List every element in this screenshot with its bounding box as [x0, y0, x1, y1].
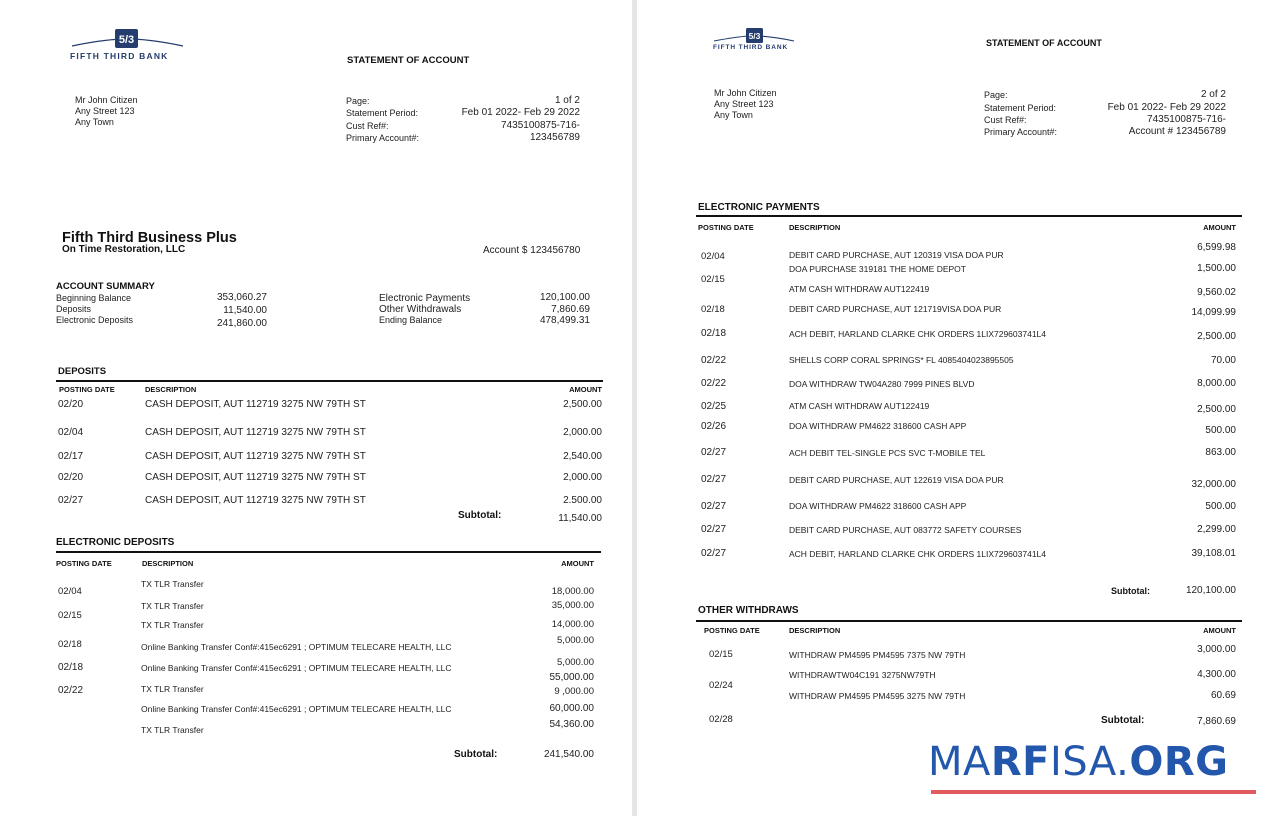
- epayment-date: 02/26: [701, 421, 727, 432]
- page-value: 2 of 2: [1200, 89, 1226, 100]
- edeposit-date: 02/18: [58, 662, 84, 673]
- bank-name: FIFTH THIRD BANK: [713, 44, 789, 51]
- epayment-amount: 6,599.98: [1197, 242, 1236, 253]
- epayment-amount: 39,108.01: [1191, 548, 1236, 559]
- edeposit-amount: 60,000.00: [549, 703, 594, 714]
- deposit-desc: CASH DEPOSIT, AUT 112719 3275 NW 79TH ST: [145, 427, 366, 438]
- summary-label-electronic-payments: Electronic Payments: [379, 293, 471, 304]
- withdraws-subtotal: 7,860.69: [1197, 716, 1236, 727]
- withdraw-desc: WITHDRAW PM4595 PM4595 3275 NW 79TH: [789, 691, 966, 701]
- col-amount: AMOUNT: [561, 559, 594, 568]
- col-posting-date: POSTING DATE: [698, 223, 754, 232]
- edeposit-date: 02/15: [58, 610, 82, 621]
- section-rule: [56, 380, 603, 382]
- epayment-amount: 2,500.00: [1197, 331, 1236, 342]
- customer-address: [714, 88, 777, 121]
- epayment-desc: ATM CASH WITHDRAW AUT122419: [789, 401, 930, 411]
- summary-label-electronic-deposits: Electronic Deposits: [56, 315, 134, 325]
- edeposit-amount: 55,000.00: [549, 672, 594, 683]
- summary-label-other-withdrawals: Other Withdrawals: [379, 304, 462, 315]
- col-description: DESCRIPTION: [789, 223, 841, 232]
- edeposit-desc: TX TLR Transfer: [141, 579, 204, 589]
- edeposit-desc: TX TLR Transfer: [141, 684, 204, 694]
- epayment-amount: 70.00: [1210, 355, 1236, 366]
- statement-title: STATEMENT OF ACCOUNT: [347, 55, 470, 66]
- edeposit-amount: 9 ,000.00: [554, 686, 594, 697]
- col-amount: AMOUNT: [1203, 626, 1236, 635]
- page-value: 1 of 2: [554, 95, 580, 106]
- edeposits-subtotal-label: Subtotal:: [454, 749, 498, 760]
- epayment-date: 02/27: [701, 447, 727, 458]
- period-value: Feb 01 2022- Feb 29 2022: [461, 107, 580, 118]
- section-rule: [56, 551, 601, 553]
- primary-account-value: 123456789: [529, 132, 580, 143]
- electronic-deposits-title: ELECTRONIC DEPOSITS: [56, 537, 175, 548]
- edeposit-desc: TX TLR Transfer: [141, 725, 204, 735]
- epayment-amount: 14,099.99: [1191, 307, 1236, 318]
- customer-street: Any Street 123: [75, 106, 135, 116]
- deposits-subtotal-label: Subtotal:: [458, 510, 502, 521]
- deposit-desc: CASH DEPOSIT, AUT 112719 3275 NW 79TH ST: [145, 399, 366, 410]
- edeposit-amount: 5,000.00: [557, 635, 594, 646]
- epayment-date: 02/27: [701, 501, 727, 512]
- bank-logo: [713, 27, 795, 55]
- custref-value: 7435100875-716-: [501, 120, 580, 131]
- edeposit-date: 02/04: [58, 586, 82, 597]
- col-description: DESCRIPTION: [142, 559, 194, 568]
- watermark-part: MA: [928, 739, 991, 785]
- col-posting-date: POSTING DATE: [704, 626, 760, 635]
- deposit-desc: CASH DEPOSIT, AUT 112719 3275 NW 79TH ST: [145, 495, 366, 506]
- summary-label-beginning: Beginning Balance: [56, 293, 132, 303]
- epayment-desc: DEBIT CARD PURCHASE, AUT 120319 VISA DOA PUR: [789, 250, 1004, 260]
- fifth-third-logo-icon: [713, 27, 795, 45]
- summary-value-electronic-payments: 120,100.00: [539, 292, 590, 303]
- col-posting-date: POSTING DATE: [56, 559, 112, 568]
- customer-town: Any Town: [75, 117, 114, 127]
- edeposit-amount: 14,000.00: [551, 619, 594, 630]
- watermark-part: ORG: [1129, 739, 1229, 785]
- bank-name: FIFTH THIRD BANK: [70, 51, 169, 61]
- edeposit-date: 02/18: [58, 639, 82, 650]
- primary-account-label: Primary Account#:: [346, 133, 420, 143]
- customer-street: Any Street 123: [714, 99, 774, 109]
- electronic-payments-title: ELECTRONIC PAYMENTS: [698, 202, 820, 213]
- epayment-desc: DOA WITHDRAW TW04A280 7999 PINES BLVD: [789, 379, 975, 389]
- edeposit-desc: Online Banking Transfer Conf#:415ec6291 ; OPTIMUM TELECARE HEALTH, LLC: [141, 663, 452, 673]
- edeposit-desc: TX TLR Transfer: [141, 601, 204, 611]
- withdraw-date: 02/28: [709, 714, 733, 725]
- epayment-amount: 500.00: [1205, 425, 1236, 436]
- statement-page-2: [638, 0, 1268, 816]
- epayment-date: 02/27: [701, 524, 727, 535]
- edeposit-desc: Online Banking Transfer Conf#:415ec6291 ; OPTIMUM TELECARE HEALTH, LLC: [141, 642, 452, 652]
- epayment-date: 02/27: [701, 474, 727, 485]
- account-summary-title: ACCOUNT SUMMARY: [56, 281, 155, 292]
- page-divider: [632, 0, 637, 816]
- edeposits-subtotal: 241,540.00: [543, 749, 594, 760]
- epayments-subtotal: 120,100.00: [1185, 585, 1236, 596]
- epayments-subtotal-label: Subtotal:: [1111, 586, 1150, 596]
- epayment-amount: 8,000.00: [1197, 378, 1236, 389]
- edeposit-amount: 35,000.00: [551, 600, 594, 611]
- epayment-date: 02/25: [701, 401, 727, 412]
- deposit-desc: CASH DEPOSIT, AUT 112719 3275 NW 79TH ST: [145, 451, 366, 462]
- withdraws-subtotal-label: Subtotal:: [1101, 715, 1145, 726]
- section-rule: [696, 215, 1242, 217]
- epayment-desc: DOA WITHDRAW PM4622 318600 CASH APP: [789, 421, 967, 431]
- primary-account-label: Primary Account#:: [984, 127, 1058, 137]
- svg-text:5/3: 5/3: [118, 34, 135, 46]
- period-label: Statement Period:: [346, 108, 419, 118]
- summary-value-deposits: 11,540.00: [223, 305, 267, 316]
- summary-value-beginning: 353,060.27: [216, 292, 267, 303]
- deposits-title: DEPOSITS: [58, 366, 107, 377]
- withdraw-desc: WITHDRAWTW04C191 3275NW79TH: [789, 670, 936, 680]
- col-amount: AMOUNT: [569, 385, 602, 394]
- epayment-desc: DEBIT CARD PURCHASE, AUT 121719VISA DOA PUR: [789, 304, 1002, 314]
- epayment-amount: 500.00: [1205, 501, 1236, 512]
- deposit-date: 02/20: [58, 472, 84, 483]
- statement-title: STATEMENT OF ACCOUNT: [986, 38, 1102, 48]
- period-label: Statement Period:: [984, 103, 1057, 113]
- epayment-desc: SHELLS CORP CORAL SPRINGS* FL 4085404023895505: [789, 355, 1014, 365]
- deposit-amount: 2,000.00: [563, 472, 602, 483]
- watermark-underline: [931, 790, 1256, 794]
- account-number: Account $ 123456780: [483, 245, 581, 256]
- summary-value-electronic-deposits: 241,860.00: [216, 318, 267, 329]
- edeposit-date: 02/22: [58, 685, 84, 696]
- epayment-amount: 863.00: [1205, 447, 1236, 458]
- other-withdraws-title: OTHER WITHDRAWS: [698, 605, 799, 616]
- epayment-date: 02/15: [701, 274, 725, 285]
- epayment-date: 02/22: [701, 355, 727, 366]
- fifth-third-logo-icon: [70, 27, 185, 51]
- summary-value-other-withdrawals: 7,860.69: [551, 304, 590, 315]
- bank-logo: [70, 27, 185, 63]
- epayment-date: 02/04: [701, 251, 725, 262]
- page-label: Page:: [346, 96, 370, 106]
- custref-label: Cust Ref#:: [346, 121, 389, 131]
- statement-page-1: [0, 0, 632, 816]
- summary-label-deposits: Deposits: [56, 304, 92, 314]
- custref-value: 7435100875-716-: [1147, 114, 1226, 125]
- epayment-date: 02/18: [701, 328, 727, 339]
- withdraw-desc: WITHDRAW PM4595 PM4595 7375 NW 79TH: [789, 650, 966, 660]
- epayment-desc: ACH DEBIT, HARLAND CLARKE CHK ORDERS 1LIX729603741L4: [789, 549, 1046, 559]
- withdraw-amount: 60.69: [1210, 690, 1236, 701]
- edeposit-amount: 18,000.00: [551, 586, 594, 597]
- withdraw-amount: 4,300.00: [1197, 669, 1236, 680]
- product-title: Fifth Third Business Plus: [62, 230, 237, 246]
- col-posting-date: POSTING DATE: [59, 385, 115, 394]
- epayment-desc: DEBIT CARD PURCHASE, AUT 083772 SAFETY COURSES: [789, 525, 1022, 535]
- epayment-date: 02/18: [701, 304, 725, 315]
- epayment-amount: 32,000.00: [1191, 479, 1236, 490]
- period-value: Feb 01 2022- Feb 29 2022: [1107, 102, 1226, 113]
- epayment-desc: DOA WITHDRAW PM4622 318600 CASH APP: [789, 501, 967, 511]
- col-description: DESCRIPTION: [145, 385, 197, 394]
- epayment-desc: DEBIT CARD PURCHASE, AUT 122619 VISA DOA PUR: [789, 475, 1004, 485]
- withdraw-date: 02/24: [709, 680, 733, 691]
- company-name: On Time Restoration, LLC: [62, 244, 186, 255]
- epayment-desc: ACH DEBIT, HARLAND CLARKE CHK ORDERS 1LIX729603741L4: [789, 329, 1046, 339]
- epayment-date: 02/22: [701, 378, 727, 389]
- primary-account-value: Account # 123456789: [1128, 126, 1226, 137]
- deposit-amount: 2,500.00: [563, 399, 602, 410]
- epayment-desc: DOA PURCHASE 319181 THE HOME DEPOT: [789, 264, 966, 274]
- customer-name: Mr John Citizen: [714, 88, 777, 98]
- summary-value-ending-balance: 478,499.31: [539, 315, 590, 326]
- edeposit-amount: 5,000.00: [557, 657, 594, 668]
- deposits-subtotal: 11,540.00: [558, 513, 602, 524]
- deposit-date: 02/04: [58, 427, 84, 438]
- svg-text:5/3: 5/3: [748, 31, 761, 41]
- epayment-amount: 1,500.00: [1197, 263, 1236, 274]
- edeposit-amount: 54,360.00: [549, 719, 594, 730]
- deposit-desc: CASH DEPOSIT, AUT 112719 3275 NW 79TH ST: [145, 472, 366, 483]
- customer-town: Any Town: [714, 110, 753, 120]
- deposit-date: 02/17: [58, 451, 84, 462]
- edeposit-desc: TX TLR Transfer: [141, 620, 204, 630]
- deposit-amount: 2,540.00: [563, 451, 602, 462]
- marfisa-watermark: [928, 740, 1228, 784]
- watermark-part: RF: [990, 739, 1050, 785]
- epayment-desc: ATM CASH WITHDRAW AUT122419: [789, 284, 930, 294]
- deposit-date: 02/27: [58, 495, 84, 506]
- epayment-date: 02/27: [701, 548, 727, 559]
- deposit-date: 02/20: [58, 399, 84, 410]
- epayment-amount: 2,500.00: [1197, 404, 1236, 415]
- col-amount: AMOUNT: [1203, 223, 1236, 232]
- deposit-amount: 2,000.00: [563, 427, 602, 438]
- withdraw-amount: 3,000.00: [1197, 644, 1236, 655]
- page-label: Page:: [984, 90, 1008, 100]
- deposit-amount: 2.500.00: [563, 495, 602, 506]
- summary-label-ending-balance: Ending Balance: [379, 315, 443, 325]
- epayment-desc: ACH DEBIT TEL-SINGLE PCS SVC T-MOBILE TEL: [789, 448, 986, 458]
- epayment-amount: 2,299.00: [1197, 524, 1236, 535]
- section-rule: [696, 620, 1242, 622]
- epayment-amount: 9,560.02: [1197, 287, 1236, 298]
- customer-address: [75, 95, 138, 128]
- edeposit-desc: Online Banking Transfer Conf#:415ec6291 ; OPTIMUM TELECARE HEALTH, LLC: [141, 704, 452, 714]
- custref-label: Cust Ref#:: [984, 115, 1027, 125]
- col-description: DESCRIPTION: [789, 626, 841, 635]
- customer-name: Mr John Citizen: [75, 95, 138, 105]
- withdraw-date: 02/15: [709, 649, 733, 660]
- watermark-text: [928, 740, 1228, 784]
- watermark-part: ISA.: [1050, 739, 1130, 785]
